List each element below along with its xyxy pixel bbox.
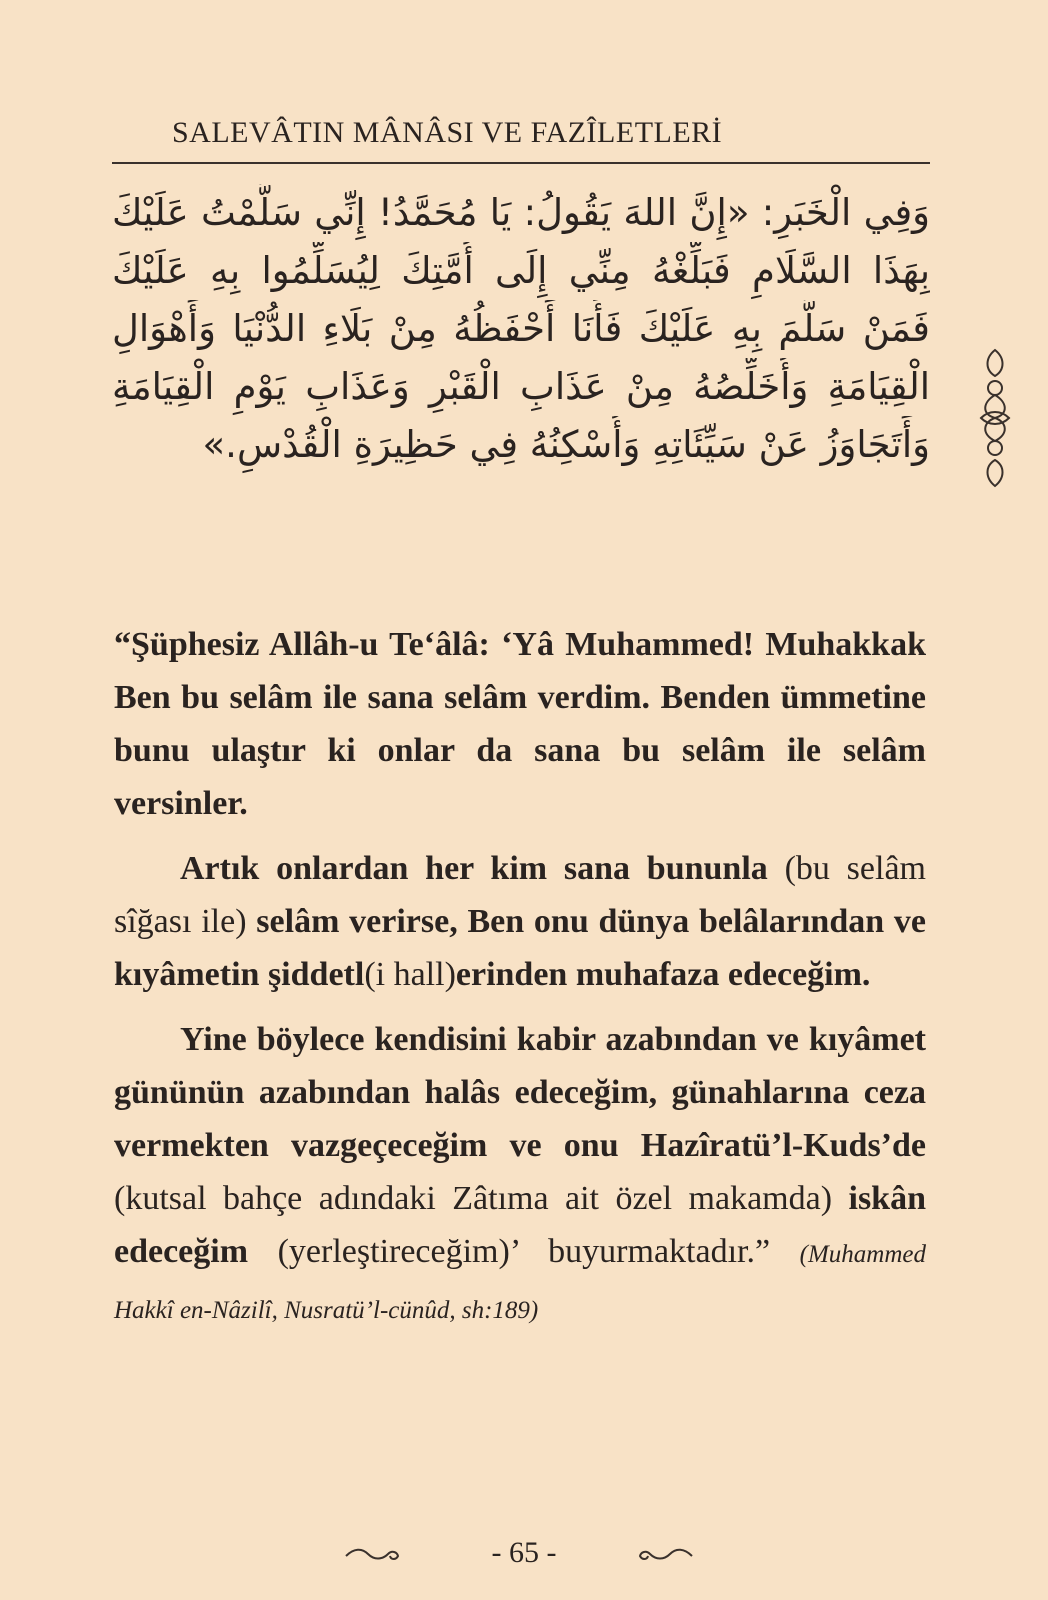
arabic-text-block: [112, 184, 930, 474]
plain-text: (i hall): [364, 956, 456, 993]
arabic-line: وَأَتَجَاوَزُ عَنْ سَيِّئَاتِهِ وَأُسْكِنُهُ فِي حَظِيرَةِ الْقُدْسِ.»: [202, 423, 930, 466]
flourish-right-icon: [638, 1544, 694, 1571]
running-header-title: SALEVÂTIN MÂNÂSI VE FAZÎLETLERİ: [172, 116, 723, 149]
bold-text: “Şüphesiz Allâh-u Te‘âlâ: ‘Yâ Muhammed! Muhakkak Ben bu selâm ile sana selâm verdim. Benden ümmetine bunu ulaştır ki onlar da sana bu selâm ile selâm versinler.: [114, 626, 926, 822]
floral-vertical-ornament-icon: [975, 348, 1015, 493]
plain-text: (kutsal bahçe adındaki Zâtıma ait özel makamda): [114, 1180, 849, 1217]
bold-text: iskân edeceğim: [114, 1180, 926, 1270]
page-number: - 65 -: [491, 1536, 557, 1569]
paragraph: [114, 618, 926, 830]
translation-text: [114, 618, 926, 1337]
flourish-left-icon: [344, 1544, 400, 1571]
page-footer: [0, 1536, 1048, 1576]
arabic-line: بِهَذَا السَّلَامِ فَبَلِّغْهُ مِنِّي إِلَى أُمَّتِكَ لِيُسَلِّمُوا بِهِ عَلَيْكَ: [112, 249, 930, 292]
plain-text: (yerleştireceğim)’ buyurmaktadır.”: [248, 1233, 800, 1270]
bold-text: Yine böylece kendisini kabir azabından ve kıyâmet gününün azabından halâs edeceğim, günahlarına ceza vermekten vazgeçeceğim ve onu Hazîratü’l-Kuds’de: [114, 1021, 926, 1164]
arabic-line: وَفِي الْخَبَرِ: «إِنَّ اللهَ يَقُولُ: يَا مُحَمَّدُ! إِنِّي سَلَّمْتُ عَلَيْكَ: [112, 191, 930, 234]
bold-text: Artık onlardan her kim sana bununla: [180, 850, 768, 887]
header-rule: [112, 162, 930, 164]
plain-text: (bu selâm sîğası ile): [114, 850, 926, 940]
bold-text: selâm verirse, Ben onu dünya belâlarından ve kıyâmetin şiddetl: [114, 903, 926, 993]
paragraph: [114, 842, 926, 1001]
arabic-line: فَمَنْ سَلَّمَ بِهِ عَلَيْكَ فَأَنَا أَحْفَظُهُ مِنْ بَلَاءِ الدُّنْيَا وَأَهْوَالِ: [112, 307, 930, 350]
paragraph: [114, 1013, 926, 1337]
citation: (Muhammed Hakkî en-Nâzilî, Nusratü’l-cünûd, sh:189): [114, 1241, 926, 1324]
arabic-line: الْقِيَامَةِ وَأُخَلِّصُهُ مِنْ عَذَابِ الْقَبْرِ وَعَذَابِ يَوْمِ الْقِيَامَةِ: [112, 365, 930, 408]
bold-text: erinden muhafaza edeceğim.: [455, 956, 871, 993]
